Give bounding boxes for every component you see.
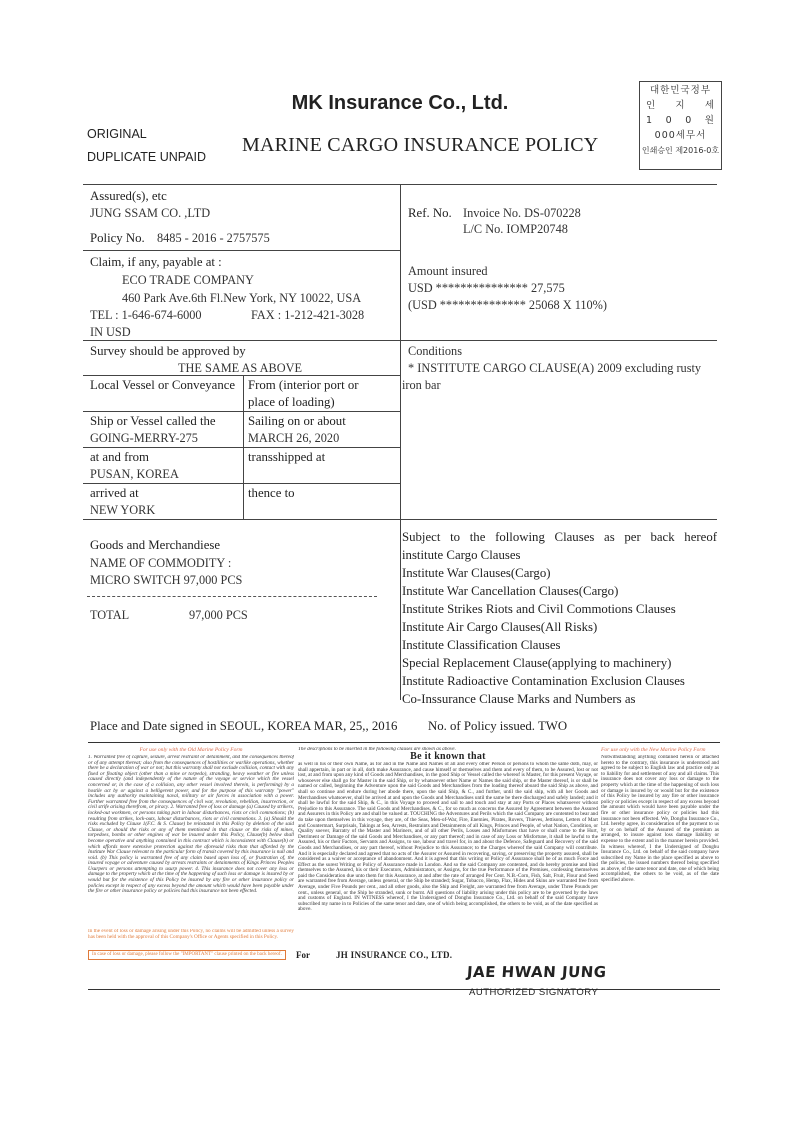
- conditions-line-1: * INSTITUTE CARGO CLAUSE(A) 2009 excluding rusty: [408, 361, 702, 375]
- clauses-intro-cont: institute Cargo Clauses: [402, 548, 521, 562]
- clauses-intro: Subject to the following Clauses as per back hereof: [402, 530, 717, 544]
- policy-number-label: Policy No.: [90, 231, 145, 245]
- stamp-char: 인: [646, 100, 657, 111]
- at-from-value: PUSAN, KOREA: [90, 467, 179, 481]
- survey-note: In the event of loss or damage arising under this Policy, no claims will be admitted unless a survey has been held with the approval of this Company's Office or Agents specified in this Policy.: [88, 929, 294, 940]
- claim-company: ECO TRADE COMPANY: [122, 273, 254, 287]
- arrived-value: NEW YORK: [90, 503, 156, 517]
- stamp-line-3: [640, 113, 721, 128]
- clause-item: Institute Strikes Riots and Civil Commotions Clauses: [402, 602, 676, 616]
- policy-title: MARINE CARGO INSURANCE POLICY: [242, 134, 599, 156]
- revenue-stamp: [639, 81, 722, 170]
- divider: [83, 483, 400, 484]
- be-it-known-heading: Be it known that: [410, 751, 486, 762]
- signature-for-label: For: [296, 950, 310, 960]
- fine-print-left-heading: For use only with the Old Marine Policy Form: [139, 747, 243, 753]
- amount-line-1: USD *************** 27,575: [408, 281, 565, 295]
- company-name: MK Insurance Co., Ltd.: [291, 92, 509, 114]
- fine-print-right: [601, 747, 719, 985]
- survey-label: Survey should be approved by: [90, 344, 246, 358]
- divider: [83, 250, 400, 251]
- thence-label: thence to: [248, 486, 295, 500]
- clause-item: Institute Radioactive Contamination Exclusion Clauses: [402, 674, 685, 688]
- signatory-title: AUTHORIZED SIGNATORY: [469, 987, 599, 998]
- sailing-value: MARCH 26, 2020: [248, 431, 340, 445]
- assured-label: Assured(s), etc: [90, 189, 167, 203]
- total-value: 97,000 PCS: [189, 608, 248, 622]
- divider: [83, 447, 400, 448]
- divider: [83, 411, 400, 412]
- column-divider: [400, 184, 401, 700]
- stamp-char: 0: [665, 115, 673, 126]
- signature-company: JH INSURANCE CO., LTD.: [336, 950, 453, 960]
- from-label-cont: place of loading): [248, 395, 335, 409]
- clauses-block: [402, 528, 717, 708]
- clause-item: Institute War Cancellation Clauses(Cargo): [402, 584, 619, 598]
- stamp-line-2: [640, 98, 721, 113]
- total-label: TOTAL: [90, 608, 130, 622]
- survey-value: THE SAME AS ABOVE: [178, 361, 303, 375]
- invoice-number: Invoice No. DS-070228: [463, 206, 581, 220]
- conditions-line-2: iron bar: [402, 378, 441, 392]
- fine-print-left-text: 1. Warranted free of capture, seizure, arrest restraint or detainment, and the consequences thereof or of any attempt thereat; also from the consequences of hostilities or warlike operations, whether there be a declaration of war or not; but this warranty shall not exclude collision, contact with any fixed or floating object (other than a mine or torpedo), stranding, heavy weather or fire unless caused directly (and independently of the nature of the voyage or service which the vessel concerned or, in the case of a collision, any other vessel involved therein, is performing) by a hostile act by or against a belligerent power, and for the purpose of this warranty "power" includes any authority maintaining naval, military or air forces in association with a power. Further warranted free from the consequences of civil war, revolution, rebellion, insurrection, or civil strife arising therefrom, or piracy. 2. Warranted free of loss or damage (a) Caused by strikers, locked-out workmen, or persons taking part in labour disturbances, riots or civil commotions; (b) resulting from strikes, lock-outs, labour disturbances, riots or civil commotions. 3. (a) Should the risks excluded by Clause 1(F.C. & S. Clause) be reinstated in this Policy by deletion of the said Clause, or should the risks or any of them mentioned in that clause or the risks of mines, torpedoes, bombs or other engines of war be insured under this Policy, Clause(b) below shall become operative and anything contained in this contract which is inconsistent with Clause(b) or which affords more extensive protection against the aforesaid risks than that afforded by the Institute War Clause relevant to the particular form of transit covered by this insurance is null and void. (b) This policy is warranted free of any claim based upon loss of, or frustration of, the insured voyage or adventure caused by arrests restraints or detainments of Kings Princes Peoples Usurpers or persons attempting to usurp power. 4. This insurance does not cover any loss or damage to the property which at the time of the happening of such loss or damage is insured by or would but for the existence of this Policy be insured by any fire or other insurance policy or policies except in respect of any excess beyond the amount which would have been payable under the fire or other insurance policy or policies had this insurance not been effected.: [88, 755, 294, 895]
- transship-label: transshipped at: [248, 450, 326, 464]
- sailing-label: Sailing on or about: [248, 414, 346, 428]
- conditions-label: Conditions: [408, 344, 462, 358]
- stamp-line-4: 000세무서: [654, 130, 707, 141]
- stamp-char: 세: [704, 100, 715, 111]
- clause-item: Special Replacement Clause(applying to machinery): [402, 656, 672, 670]
- at-from-label: at and from: [90, 450, 149, 464]
- clause-item: Institute Classification Clauses: [402, 638, 561, 652]
- copy-original-label: ORIGINAL: [87, 127, 147, 141]
- amount-label: Amount insured: [408, 264, 488, 278]
- commodity-label: NAME OF COMMODITY :: [90, 556, 232, 570]
- copy-duplicate-label: DUPLICATE UNPAID: [87, 150, 207, 164]
- claim-tel: TEL : 1-646-674-6000: [90, 308, 202, 322]
- local-vessel-label: Local Vessel or Conveyance: [90, 378, 236, 392]
- amount-line-2: (USD ************** 25068 X 110%): [408, 298, 608, 312]
- fine-print-middle-heading: The descriptions to be inserted in the following clauses are shown as above.: [298, 747, 456, 752]
- clause-item: Co-Inssurance Clause Marks and Numbers as: [402, 692, 636, 706]
- place-date-signed: Place and Date signed in SEOUL, KOREA MAR, 25,, 2016: [90, 719, 398, 733]
- claim-fax: FAX : 1-212-421-3028: [251, 308, 365, 322]
- ref-no-label: Ref. No.: [408, 206, 452, 220]
- fine-print-middle-text: as well in his or their own Name, as for and in the Name and Names of all and every other Person or persons to whom the same doth, may, or shall appertain, in part or in all, doth make Assurance, and cause himself or themselves and them and every of them, to be Assured, lost or not lost, at and from upon any kind of Goods and Merchandises, in the good Ship or Vessel called the whereof is Master, for this present Voyage, or whosoever else shall go for Master in the said Ship, or by whatsoever other Name or Names the said ship, or the Master thereof, is or shall be named or called, beginning the Adventure upon the said Goods and Merchandises from the loading thereof aboard the said Ship as above, and shall so continue and endure during her abode there, upon the said Ship, & C., and further, until the said ship, with all her Goods and Merchandises whatsoever, shall be arrived at and upon the Goods and Merchandises until the same be there discharged and safely landed; and it shall be lawful for the said Ship, & C., in this Voyage to proceed and sail to and touch and stay at any Ports or Places whatsoever without Prejudice to this Assurance. The said Goods and Merchandises, & C., for so much as concerns the Assured by Agreement between the Assured and Assurers in this Policy are and shall be valued at. TOUCHING the Adventures and Perils which the said Company are contented to bear and do take upon themselves in this voyage, they are, of the Seas, Men-of-War, Fire, Enemies, Pirates, Rovers, Thieves, Jettisons, Letters of Mart and Countermart, Surprisals, Takings at Sea, Arrests, Restraints and Detainments of all Kings, Princes and People, of what Nation, Condition, or Quality soever, Barratry of the Master and Mariners, and of all other Perils, Losses and Misfortunes that have or shall come to the Hurt, Detriment or Damage of the said Goods and Merchandises, or any part thereof; and in case of any Loss or Misfortune, it shall be lawful to the Assured, his or their Factors, Servants and Assigns, to sue, labour and travel for, in and about the Defence, Safeguard and Recovery of the said Goods and Merchandises, or any part thereof, without Prejudice to this Assurance; to the Charges whereof the said Company will contribute. And it is especially declared and agreed that no acts of the Assurer or Assured in recovering, saving, or preserving the property assured, shall be considered as a waiver or acceptance of abandonment. And it is agreed that this writing or Policy of Assurance shall be of as much Force and Effect as the surest Writing or Policy of Assurance made in London. And so the said Company are contented, and do hereby promise and bind themselves to the Assured, his or their Executors, Administrators, or Assigns, for the true Performance of the Premises, confessing themselves paid the Consideration due unto them for this Assurance, at and after the rate of arranged Per Cent. N.B.-Corn, Fish, Salt, Fruit, Flour and Seed are warranted free from Average, unless general, or the Ship be stranded; Sugar, Tobacco, Hemp, Flax, Hides and Skins are warranted free from Average, under Five Pounds per cent., and all other goods, also the Ship and Freight, are warranted free from Average, under Three Pounds per cent., unless general, or the Ship be stranded, sunk or burnt. All questions of liability arising under this policy are to be governed by the laws and customs of England. IN WITNESS whereof, I the Undersigned of Donghu Insurance Co., Ltd. on behalf of the said Company have subscribed my name in to Policies of the same tenor and date, one of which being accomplished, the others to be void, as of the date specified as above.: [298, 762, 598, 913]
- stamp-char: 원: [704, 115, 715, 126]
- clause-item: Institute Air Cargo Clauses(All Risks): [402, 620, 598, 634]
- policy-number-value: 8485 - 2016 - 2757575: [157, 231, 270, 245]
- from-label: From (interior port or: [248, 378, 359, 392]
- stamp-line-1: 대한민국정부: [649, 85, 712, 96]
- claim-label: Claim, if any, payable at :: [90, 255, 222, 269]
- signatory-name: JAE HWAN JUNG: [466, 963, 608, 981]
- assured-value: JUNG SSAM CO. ,LTD: [90, 206, 211, 220]
- fine-print-right-heading: For use only with the New Marine Policy Form: [601, 747, 706, 753]
- fine-print-left: [88, 747, 294, 985]
- claim-address: 460 Park Ave.6th Fl.New York, NY 10022, USA: [122, 291, 362, 305]
- ship-label: Ship or Vessel called the: [90, 414, 216, 428]
- important-note-box: In case of loss or damage, please follow the "IMPORTANT" clause printed on the back hereof.: [88, 950, 286, 960]
- policies-issued: No. of Policy issued. TWO: [428, 719, 568, 733]
- commodity-value: MICRO SWITCH 97,000 PCS: [90, 573, 243, 587]
- claim-currency: IN USD: [90, 325, 131, 339]
- ship-value: GOING-MERRY-275: [90, 431, 198, 445]
- column-divider: [243, 375, 244, 519]
- stamp-char: 지: [675, 100, 686, 111]
- stamp-char: 0: [685, 115, 693, 126]
- stamp-line-5: 인쇄승인 제2016-0호: [641, 146, 720, 155]
- arrived-label: arrived at: [90, 486, 139, 500]
- stamp-char: 1: [646, 115, 654, 126]
- goods-label: Goods and Merchandiese: [90, 538, 221, 552]
- lc-number: L/C No. IOMP20748: [463, 222, 568, 236]
- fine-print-right-text: Notwithstanding anything contained herein or attached hereto to the contrary, this insurance is understood and agreed to be subject to English law and practice only as to liability for and settlement of any and all claims. This insurance does not cover any loss or damage to the property which at the time of the happening of such loss or damage is insured by or would but for the existence of this Policy be insured by any fire or other insurance policy or policies except in respect of any excess beyond the amount which would have been payable under the fire or other insurance policy or policies had this insurance not been effected. We, Donghu Insurance Co., Ltd. hereby agree, in consideration of the payment to us by or on behalf of the Assured of the premium as arranged, to insure against loss damage liability or expense to the extent and in the manner herein provided. In witness whereof, I the Undersigned of Donghu Insurance Co., Ltd. on behalf of the said company have subscribed my Name in the place specified as above to the policies, the issued numbers thereof being specified as above, of the same tenor and date, one of which being accomplished, the others to be void, as of the date specified above.: [601, 755, 719, 884]
- clause-item: Institute War Clauses(Cargo): [402, 566, 551, 580]
- dashed-separator: [87, 596, 377, 597]
